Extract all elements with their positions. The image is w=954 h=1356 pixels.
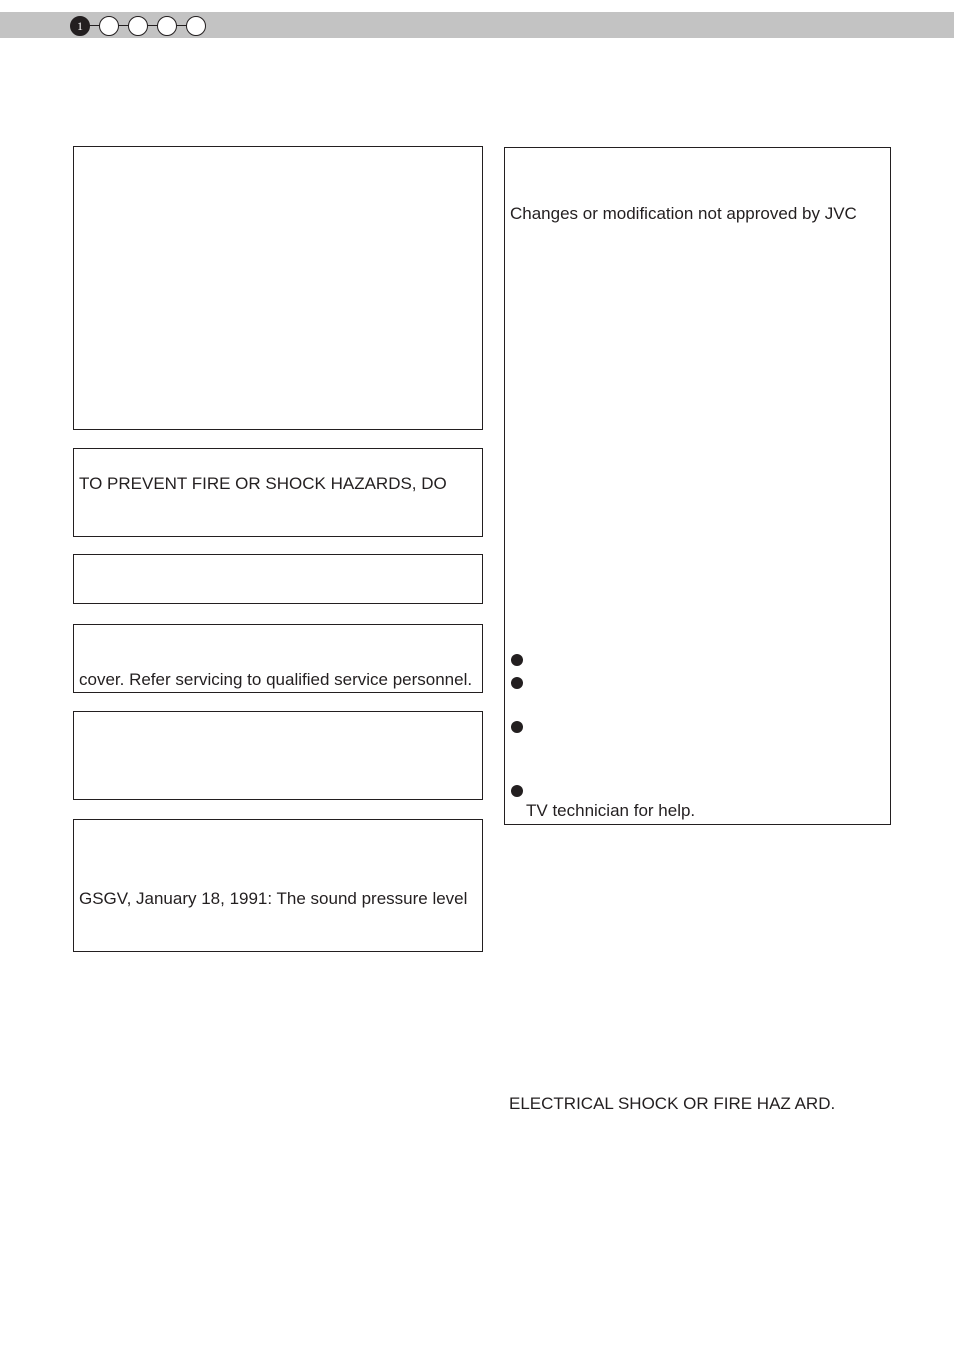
step-indicator [70, 16, 210, 36]
notice-box-3 [73, 554, 483, 604]
bullet-3 [511, 721, 523, 733]
notice-box-2 [73, 448, 483, 537]
notice-box-1 [73, 146, 483, 430]
step-3 [128, 16, 148, 36]
notice-box-6 [73, 819, 483, 952]
notice-box-5 [73, 711, 483, 800]
sound-pressure-text: GSGV, January 18, 1991: The sound pressure level [79, 889, 468, 908]
step-1: 1 [70, 16, 90, 36]
bullet-4 [511, 785, 523, 797]
tv-technician-text: TV technician for help. [526, 801, 696, 820]
step-2 [99, 16, 119, 36]
hazard-warning-text: ELECTRICAL SHOCK OR FIRE HAZ ARD. [509, 1094, 836, 1113]
bullet-1 [511, 654, 523, 666]
fcc-notice-box [504, 147, 891, 825]
fire-shock-warning-text: TO PREVENT FIRE OR SHOCK HAZARDS, DO [79, 474, 447, 493]
modification-text: Changes or modification not approved by JVC [510, 204, 857, 223]
notice-box-4 [73, 624, 483, 693]
step-4 [157, 16, 177, 36]
servicing-text: cover. Refer servicing to qualified service personnel. [79, 670, 473, 689]
bullet-2 [511, 677, 523, 689]
step-5 [186, 16, 206, 36]
